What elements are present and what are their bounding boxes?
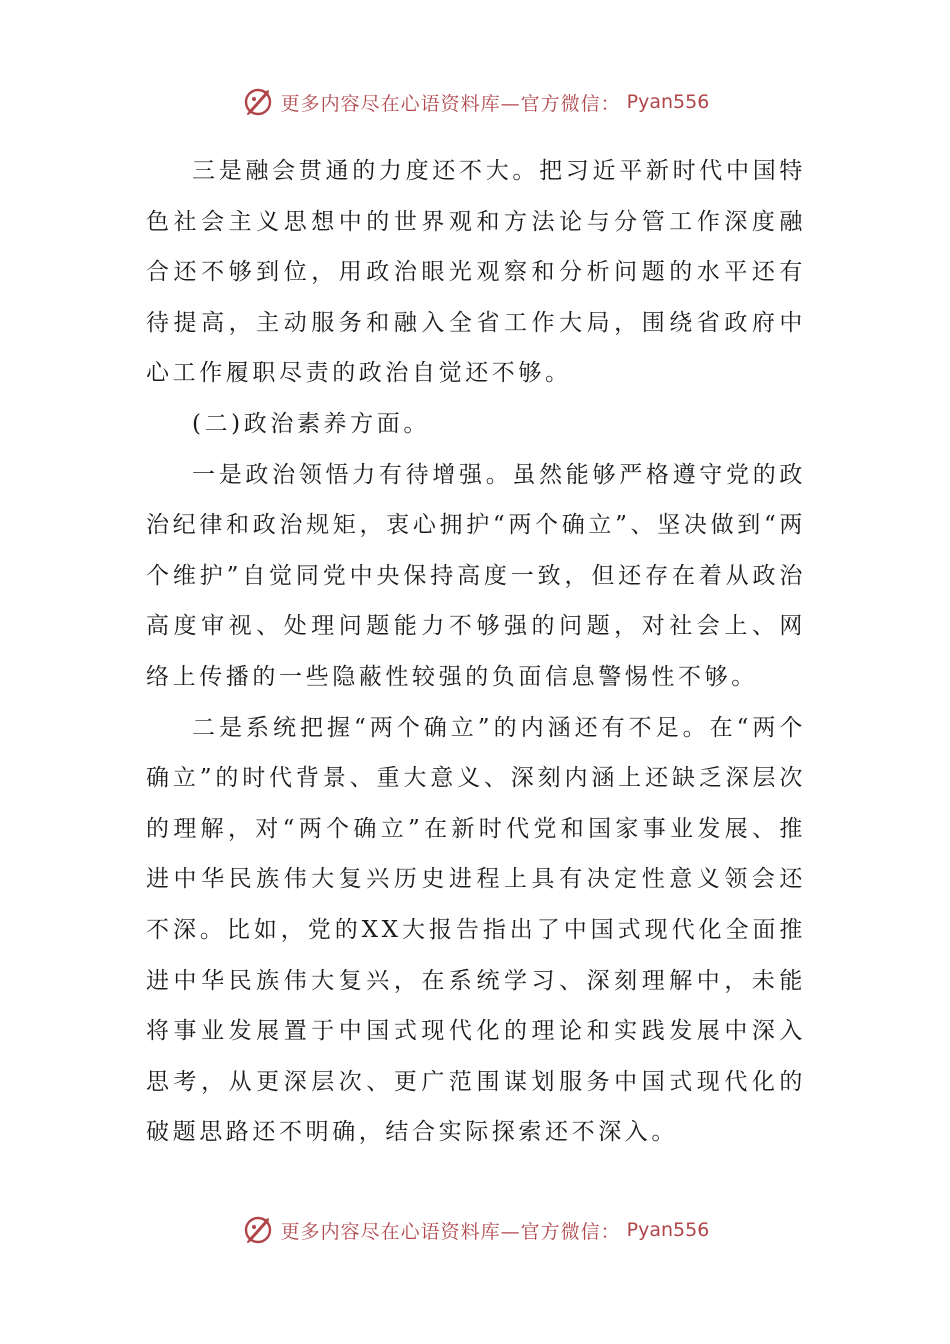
banner-text: 更多内容尽在心语资料库—官方微信： — [280, 1220, 621, 1243]
wechat-id: Pyan556 — [626, 1219, 710, 1241]
document-body — [146, 146, 806, 1158]
banner-text: 更多内容尽在心语资料库—官方微信： — [280, 92, 621, 115]
section-heading: (二)政治素养方面。 — [192, 410, 430, 437]
pen-logo-icon — [241, 85, 275, 119]
paragraph: 一是政治领悟力有待增强。虽然能够严格遵守党的政治纪律和政治规矩，衷心拥护“两个确立”、坚决做到“两个维护”自觉同党中央保持高度一致，但还存在着从政治高度审视、处理问题能力不够强的问题，对社会上、网络上传播的一些隐蔽性较强的负面信息警惕性不够。 — [146, 461, 806, 690]
footer-banner — [0, 1210, 950, 1250]
paragraph: 三是融会贯通的力度还不大。把习近平新时代中国特色社会主义思想中的世界观和方法论与分管工作深度融合还不够到位，用政治眼光观察和分析问题的水平还有待提高，主动服务和融入全省工作大局，围绕省政府中心工作履职尽责的政治自觉还不够。 — [146, 158, 806, 387]
pen-logo-icon — [241, 1213, 275, 1247]
header-banner — [0, 82, 950, 122]
paragraph: 二是系统把握“两个确立”的内涵还有不足。在“两个确立”的时代背景、重大意义、深刻内涵上还缺乏深层次的理解，对“两个确立”在新时代党和国家事业发展、推进中华民族伟大复兴历史进程上具有决定性意义领会还不深。比如，党的XX大报告指出了中国式现代化全面推进中华民族伟大复兴，在系统学习、深刻理解中，未能将事业发展置于中国式现代化的理论和实践发展中深入思考，从更深层次、更广范围谋划服务中国式现代化的破题思路还不明确，结合实际探索还不深入。 — [146, 714, 806, 1146]
wechat-id: Pyan556 — [626, 91, 710, 113]
